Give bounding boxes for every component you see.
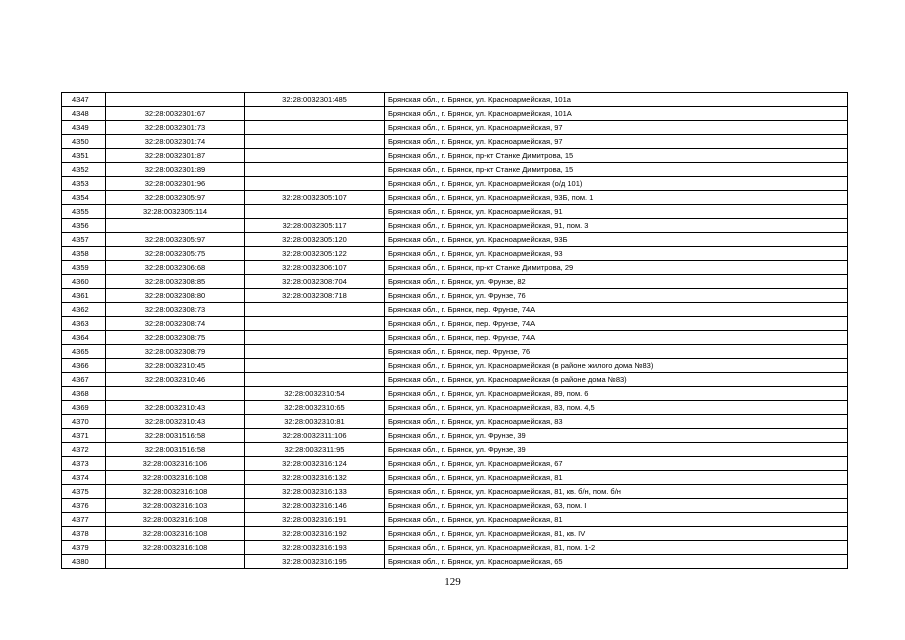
row-number-cell: 4372 (62, 443, 106, 457)
cadastral-number-a-cell: 32:28:0032301:74 (106, 135, 245, 149)
table-row (62, 541, 848, 555)
table-row (62, 387, 848, 401)
table-row (62, 275, 848, 289)
cadastral-number-b-cell (245, 373, 385, 387)
table-row (62, 261, 848, 275)
page-number: 129 (444, 576, 461, 588)
address-cell: Брянская обл., г. Брянск, пер. Фрунзе, 74А (385, 317, 848, 331)
table-row (62, 331, 848, 345)
row-number-cell: 4375 (62, 485, 106, 499)
address-cell: Брянская обл., г. Брянск, ул. Красноармейская, 97 (385, 121, 848, 135)
row-number-cell: 4353 (62, 177, 106, 191)
address-cell: Брянская обл., г. Брянск, ул. Красноармейская, 81, кв. б/н, пом. б/н (385, 485, 848, 499)
table-row (62, 471, 848, 485)
cadastral-number-a-cell: 32:28:0032308:73 (106, 303, 245, 317)
cadastral-number-a-cell: 32:28:0032316:103 (106, 499, 245, 513)
row-number-cell: 4360 (62, 275, 106, 289)
row-number-cell: 4379 (62, 541, 106, 555)
table-row (62, 303, 848, 317)
row-number-cell: 4380 (62, 555, 106, 569)
address-cell: Брянская обл., г. Брянск, ул. Красноармейская, 91 (385, 205, 848, 219)
cadastral-number-b-cell: 32:28:0032316:132 (245, 471, 385, 485)
row-number-cell: 4352 (62, 163, 106, 177)
row-number-cell: 4354 (62, 191, 106, 205)
address-cell: Брянская обл., г. Брянск, ул. Красноармейская, 89, пом. 6 (385, 387, 848, 401)
cadastral-number-a-cell: 32:28:0032308:80 (106, 289, 245, 303)
table-row (62, 289, 848, 303)
address-cell: Брянская обл., г. Брянск, ул. Красноармейская (в районе жилого дома №83) (385, 359, 848, 373)
cadastral-number-b-cell: 32:28:0032308:704 (245, 275, 385, 289)
row-number-cell: 4355 (62, 205, 106, 219)
cadastral-number-a-cell: 32:28:0032305:75 (106, 247, 245, 261)
row-number-cell: 4348 (62, 107, 106, 121)
cadastral-number-a-cell: 32:28:0032301:89 (106, 163, 245, 177)
cadastral-number-a-cell: 32:28:0032308:75 (106, 331, 245, 345)
cadastral-number-a-cell: 32:28:0032301:96 (106, 177, 245, 191)
address-cell: Брянская обл., г. Брянск, ул. Красноармейская, 81, кв. IV (385, 527, 848, 541)
row-number-cell: 4366 (62, 359, 106, 373)
address-cell: Брянская обл., г. Брянск, пр-кт Станке Димитрова, 29 (385, 261, 848, 275)
cadastral-number-b-cell: 32:28:0032306:107 (245, 261, 385, 275)
table-row (62, 359, 848, 373)
table-row (62, 149, 848, 163)
cadastral-number-a-cell: 32:28:0032316:106 (106, 457, 245, 471)
table-row (62, 401, 848, 415)
table-row (62, 121, 848, 135)
cadastral-number-a-cell: 32:28:0032316:108 (106, 513, 245, 527)
cadastral-number-b-cell (245, 205, 385, 219)
address-cell: Брянская обл., г. Брянск, пер. Фрунзе, 76 (385, 345, 848, 359)
address-cell: Брянская обл., г. Брянск, ул. Красноармейская, 101а (385, 93, 848, 107)
cadastral-number-b-cell (245, 177, 385, 191)
row-number-cell: 4364 (62, 331, 106, 345)
row-number-cell: 4349 (62, 121, 106, 135)
address-cell: Брянская обл., г. Брянск, ул. Красноармейская, 63, пом. I (385, 499, 848, 513)
address-cell: Брянская обл., г. Брянск, ул. Фрунзе, 39 (385, 443, 848, 457)
table-row (62, 135, 848, 149)
cadastral-number-b-cell: 32:28:0032308:718 (245, 289, 385, 303)
table-row (62, 247, 848, 261)
row-number-cell: 4363 (62, 317, 106, 331)
row-number-cell: 4369 (62, 401, 106, 415)
cadastral-number-b-cell: 32:28:0032305:122 (245, 247, 385, 261)
address-cell: Брянская обл., г. Брянск, ул. Красноармейская (в районе дома №83) (385, 373, 848, 387)
cadastral-number-a-cell: 32:28:0032308:79 (106, 345, 245, 359)
row-number-cell: 4374 (62, 471, 106, 485)
row-number-cell: 4378 (62, 527, 106, 541)
row-number-cell: 4351 (62, 149, 106, 163)
cadastral-number-a-cell: 32:28:0032305:97 (106, 233, 245, 247)
cadastral-number-a-cell: 32:28:0032316:108 (106, 485, 245, 499)
cadastral-number-a-cell: 32:28:0032310:46 (106, 373, 245, 387)
cadastral-number-b-cell: 32:28:0032316:195 (245, 555, 385, 569)
cadastral-number-a-cell: 32:28:0031516:58 (106, 443, 245, 457)
address-cell: Брянская обл., г. Брянск, ул. Фрунзе, 76 (385, 289, 848, 303)
address-cell: Брянская обл., г. Брянск, ул. Фрунзе, 39 (385, 429, 848, 443)
cadastral-number-b-cell: 32:28:0032316:191 (245, 513, 385, 527)
cadastral-number-a-cell: 32:28:0032316:108 (106, 471, 245, 485)
cadastral-number-b-cell: 32:28:0032301:485 (245, 93, 385, 107)
cadastral-number-a-cell: 32:28:0032308:74 (106, 317, 245, 331)
cadastral-number-a-cell: 32:28:0031516:58 (106, 429, 245, 443)
cadastral-number-b-cell: 32:28:0032305:120 (245, 233, 385, 247)
cadastral-number-b-cell: 32:28:0032311:95 (245, 443, 385, 457)
cadastral-number-b-cell (245, 303, 385, 317)
address-cell: Брянская обл., г. Брянск, ул. Красноармейская, 91, пом. 3 (385, 219, 848, 233)
address-cell: Брянская обл., г. Брянск, пер. Фрунзе, 74А (385, 303, 848, 317)
table-row (62, 513, 848, 527)
row-number-cell: 4371 (62, 429, 106, 443)
table-row (62, 527, 848, 541)
address-cell: Брянская обл., г. Брянск, ул. Красноармейская, 67 (385, 457, 848, 471)
table-row (62, 429, 848, 443)
table-row (62, 233, 848, 247)
table-row (62, 107, 848, 121)
cadastral-number-b-cell: 32:28:0032305:117 (245, 219, 385, 233)
row-number-cell: 4359 (62, 261, 106, 275)
address-cell: Брянская обл., г. Брянск, пр-кт Станке Димитрова, 15 (385, 149, 848, 163)
address-cell: Брянская обл., г. Брянск, ул. Фрунзе, 82 (385, 275, 848, 289)
row-number-cell: 4377 (62, 513, 106, 527)
address-cell: Брянская обл., г. Брянск, ул. Красноармейская (о/д 101) (385, 177, 848, 191)
address-cell: Брянская обл., г. Брянск, ул. Красноармейская, 83 (385, 415, 848, 429)
table-row (62, 415, 848, 429)
address-cell: Брянская обл., г. Брянск, пер. Фрунзе, 74А (385, 331, 848, 345)
cadastral-number-b-cell (245, 107, 385, 121)
cadastral-number-b-cell (245, 149, 385, 163)
address-cell: Брянская обл., г. Брянск, ул. Красноармейская, 81, пом. 1-2 (385, 541, 848, 555)
address-cell: Брянская обл., г. Брянск, ул. Красноармейская, 93 (385, 247, 848, 261)
row-number-cell: 4362 (62, 303, 106, 317)
table-row (62, 177, 848, 191)
cadastral-number-b-cell (245, 163, 385, 177)
table-row (62, 317, 848, 331)
table-row (62, 485, 848, 499)
cadastral-number-a-cell (106, 555, 245, 569)
cadastral-number-b-cell (245, 121, 385, 135)
row-number-cell: 4373 (62, 457, 106, 471)
table-row (62, 93, 848, 107)
table-row (62, 457, 848, 471)
cadastral-number-b-cell: 32:28:0032316:193 (245, 541, 385, 555)
row-number-cell: 4358 (62, 247, 106, 261)
row-number-cell: 4350 (62, 135, 106, 149)
cadastral-number-b-cell (245, 317, 385, 331)
registry-table (61, 92, 848, 569)
cadastral-number-a-cell: 32:28:0032308:85 (106, 275, 245, 289)
address-cell: Брянская обл., г. Брянск, ул. Красноармейская, 81 (385, 513, 848, 527)
cadastral-number-a-cell (106, 219, 245, 233)
address-cell: Брянская обл., г. Брянск, ул. Красноармейская, 93Б, пом. 1 (385, 191, 848, 205)
table-row (62, 499, 848, 513)
cadastral-number-a-cell: 32:28:0032310:45 (106, 359, 245, 373)
cadastral-number-b-cell: 32:28:0032305:107 (245, 191, 385, 205)
cadastral-number-b-cell (245, 359, 385, 373)
table-row (62, 345, 848, 359)
cadastral-number-a-cell: 32:28:0032316:108 (106, 527, 245, 541)
cadastral-number-a-cell: 32:28:0032305:97 (106, 191, 245, 205)
address-cell: Брянская обл., г. Брянск, ул. Красноармейская, 101А (385, 107, 848, 121)
row-number-cell: 4376 (62, 499, 106, 513)
row-number-cell: 4356 (62, 219, 106, 233)
table-row (62, 191, 848, 205)
cadastral-number-a-cell (106, 387, 245, 401)
table-row (62, 373, 848, 387)
row-number-cell: 4365 (62, 345, 106, 359)
cadastral-number-b-cell: 32:28:0032311:106 (245, 429, 385, 443)
address-cell: Брянская обл., г. Брянск, пр-кт Станке Димитрова, 15 (385, 163, 848, 177)
table-row (62, 219, 848, 233)
row-number-cell: 4368 (62, 387, 106, 401)
table-row (62, 555, 848, 569)
cadastral-number-b-cell (245, 345, 385, 359)
cadastral-number-b-cell: 32:28:0032316:146 (245, 499, 385, 513)
address-cell: Брянская обл., г. Брянск, ул. Красноармейская, 65 (385, 555, 848, 569)
address-cell: Брянская обл., г. Брянск, ул. Красноармейская, 97 (385, 135, 848, 149)
address-cell: Брянская обл., г. Брянск, ул. Красноармейская, 93Б (385, 233, 848, 247)
table-row (62, 443, 848, 457)
cadastral-number-b-cell: 32:28:0032316:124 (245, 457, 385, 471)
cadastral-number-a-cell: 32:28:0032305:114 (106, 205, 245, 219)
row-number-cell: 4361 (62, 289, 106, 303)
cadastral-number-a-cell (106, 93, 245, 107)
row-number-cell: 4347 (62, 93, 106, 107)
cadastral-number-b-cell: 32:28:0032310:81 (245, 415, 385, 429)
address-cell: Брянская обл., г. Брянск, ул. Красноармейская, 81 (385, 471, 848, 485)
registry-table-body (62, 93, 848, 569)
row-number-cell: 4357 (62, 233, 106, 247)
cadastral-number-a-cell: 32:28:0032301:73 (106, 121, 245, 135)
row-number-cell: 4367 (62, 373, 106, 387)
row-number-cell: 4370 (62, 415, 106, 429)
cadastral-number-b-cell (245, 331, 385, 345)
cadastral-number-a-cell: 32:28:0032301:87 (106, 149, 245, 163)
cadastral-number-a-cell: 32:28:0032310:43 (106, 401, 245, 415)
cadastral-number-a-cell: 32:28:0032310:43 (106, 415, 245, 429)
address-cell: Брянская обл., г. Брянск, ул. Красноармейская, 83, пом. 4,5 (385, 401, 848, 415)
cadastral-number-a-cell: 32:28:0032306:68 (106, 261, 245, 275)
cadastral-number-b-cell: 32:28:0032316:133 (245, 485, 385, 499)
cadastral-number-a-cell: 32:28:0032316:108 (106, 541, 245, 555)
cadastral-number-b-cell (245, 135, 385, 149)
cadastral-number-b-cell: 32:28:0032310:54 (245, 387, 385, 401)
cadastral-number-b-cell: 32:28:0032310:65 (245, 401, 385, 415)
cadastral-number-a-cell: 32:28:0032301:67 (106, 107, 245, 121)
table-row (62, 205, 848, 219)
table-row (62, 163, 848, 177)
cadastral-number-b-cell: 32:28:0032316:192 (245, 527, 385, 541)
